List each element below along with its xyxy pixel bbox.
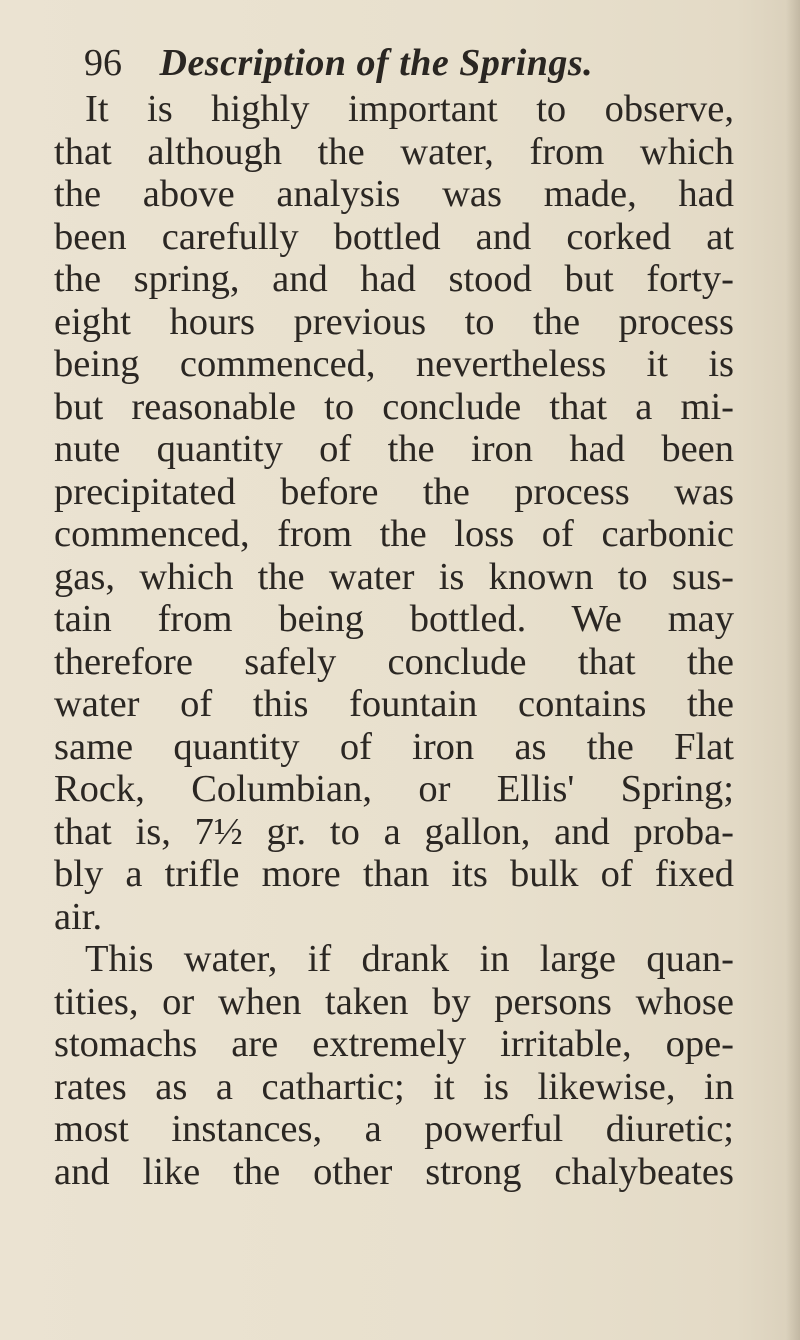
text-line: rates as a cathartic; it is likewise, in <box>54 1065 734 1108</box>
text-line: gas, which the water is known to sus- <box>54 555 734 598</box>
text-line: that is, 7½ gr. to a gallon, and proba- <box>54 810 734 853</box>
text-line: and like the other strong chalybeates <box>54 1150 734 1193</box>
text-line: It is highly important to observe, <box>85 88 734 130</box>
text-line: precipitated before the process was <box>54 470 734 513</box>
page-number: 96 <box>84 42 122 84</box>
text-line: water of this fountain contains the <box>54 683 734 725</box>
text-line: Rock, Columbian, or Ellis' Spring; <box>54 768 734 810</box>
text-line: air. <box>54 895 103 938</box>
text-line: bly a trifle more than its bulk of fixed <box>54 853 734 895</box>
page-header <box>84 42 593 84</box>
text-line: that although the water, from which <box>54 130 734 173</box>
text-line: eight hours previous to the process <box>54 300 734 343</box>
text-line: nute quantity of the iron had been <box>54 428 734 470</box>
text-line: tain from being bottled. We may <box>54 598 734 640</box>
text-line: being commenced, nevertheless it is <box>54 343 734 385</box>
text-line: therefore safely conclude that the <box>54 640 734 683</box>
running-title: Description of the Springs. <box>159 42 594 84</box>
text-line: been carefully bottled and corked at <box>54 215 734 258</box>
body-text <box>54 88 734 1193</box>
text-line: the above analysis was made, had <box>54 173 734 215</box>
text-line: tities, or when taken by persons whose <box>54 980 734 1023</box>
text-line: stomachs are extremely irritable, ope- <box>54 1023 734 1065</box>
text-line: but reasonable to conclude that a mi- <box>54 385 734 428</box>
text-line: same quantity of iron as the Flat <box>54 725 734 768</box>
text-line: This water, if drank in large quan- <box>85 938 734 980</box>
text-line: the spring, and had stood but forty- <box>54 258 734 300</box>
text-line: commenced, from the loss of carbonic <box>54 513 734 555</box>
page-edge-shadow <box>786 0 800 1340</box>
text-line: most instances, a powerful diuretic; <box>54 1108 734 1150</box>
